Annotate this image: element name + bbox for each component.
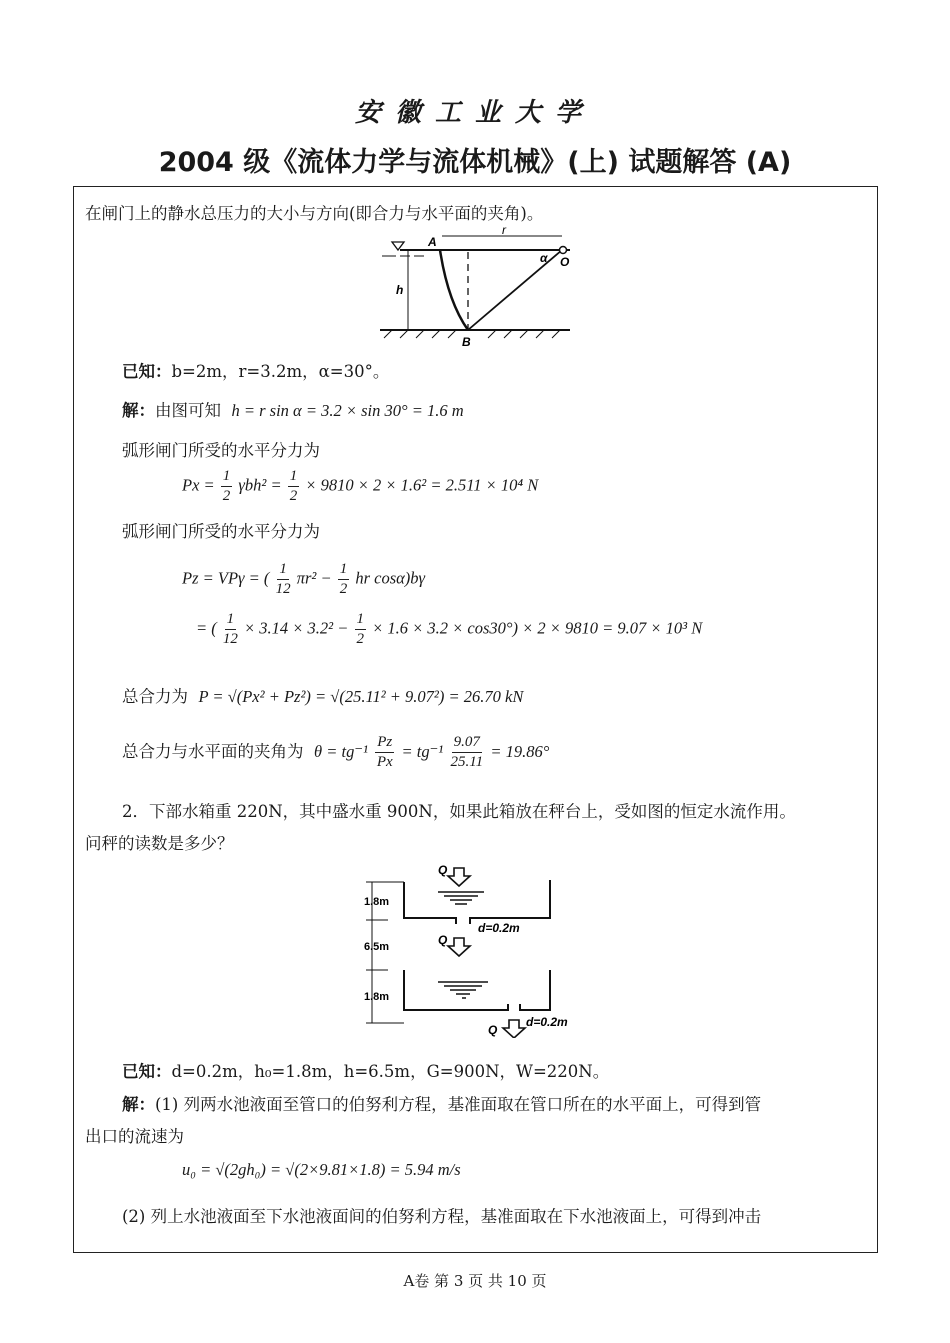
solution-2-line3: (2) 列上水池液面至下水池液面间的伯努利方程，基准面取在下水池液面上，可得到冲击 (122, 1207, 762, 1226)
radius-line (468, 250, 562, 330)
fig2-label: d=0.2m (478, 921, 520, 935)
solution-2-line2: 出口的流速为 (85, 1127, 184, 1146)
page-title: 2004 级《流体力学与流体机械》(上) 试题解答 (A) (158, 147, 792, 178)
pz-heading: 弧形闸门所受的水平分力为 (122, 522, 320, 541)
free-surface-symbol (392, 242, 404, 250)
university-name: 安徽工业大学 (354, 98, 595, 128)
pz-equation: Pz = VPγ = ( $\frac{1}{12}$ πr² − $\frac{1}{2}$ hr cosα)bγ (182, 561, 426, 597)
total-force: 总合力为 P = √(Px² + Pz²) = √(25.11² + 9.07²) = 26.70 kN (122, 687, 524, 706)
fig1-label: B (462, 335, 471, 349)
ground-hatch (384, 330, 560, 338)
fig2-label: d=0.2m (526, 1015, 568, 1029)
pivot-point (560, 247, 567, 254)
solution-2-line1: 解：(1) 列两水池液面至管口的伯努利方程，基准面取在管口所在的水平面上，可得到管 (122, 1095, 762, 1114)
flow-arrow (448, 868, 470, 886)
px-equation: Px = $\frac{1}{2}$ γbh² = $\frac{1}{2}$ × 9810 × 2 × 1.6² = 2.511 × 10⁴ N (182, 468, 539, 504)
lower-tank (404, 970, 550, 1010)
fig2-label: 1.8m (364, 991, 390, 1003)
page-footer: A卷 第 3 页 共 10 页 (403, 1272, 547, 1290)
flow-arrow (503, 1020, 525, 1038)
tanks-figure (360, 858, 600, 1038)
fig1-label: α (540, 251, 548, 265)
known-1: 已知：b=2m，r=3.2m，α=30°。 (122, 362, 390, 381)
fig1-label: O (560, 255, 570, 269)
fig2-label: Q (488, 1023, 498, 1037)
known-2: 已知：d=0.2m，h₀=1.8m，h=6.5m，G=900N，W=220N。 (122, 1062, 610, 1081)
lower-water-lines (438, 982, 488, 998)
solution-1: 解：由图可知 h = r sin α = 3.2 × sin 30° = 1.6 m (122, 401, 464, 420)
pz-equation-2: = ( $\frac{1}{12}$ × 3.14 × 3.2² − $\frac{1}{2}$ × 1.6 × 3.2 × cos30°) × 2 × 9810 = 9.07 × 10³ N (196, 611, 703, 647)
question-2-line1: 2．下部水箱重 220N，其中盛水重 900N，如果此箱放在秤台上，受如图的恒定水流作用。 (122, 802, 796, 821)
arc-gate (440, 250, 468, 330)
u0-equation: u₀ = √(2gh₀) = √(2×9.81×1.8) = 5.94 m/s (182, 1160, 461, 1179)
fig2-label: 6.5m (364, 941, 390, 953)
question-2-line2: 问秤的读数是多少？ (85, 834, 234, 853)
flow-arrow (448, 938, 470, 956)
px-heading: 弧形闸门所受的水平分力为 (122, 441, 320, 460)
fig2-label: Q (438, 863, 448, 877)
fig1-label: A (428, 235, 437, 249)
force-angle: 总合力与水平面的夹角为 θ = tg⁻¹ $\frac{Pz}{Px}$ = tg⁻¹ $\frac{9.07}{25.11}$ = 19.86° (122, 734, 550, 770)
gate-figure (370, 222, 585, 350)
upper-water-lines (438, 892, 484, 904)
fig2-label: 1.8m (364, 896, 390, 908)
fig1-label: r (502, 223, 506, 237)
upper-tank (404, 880, 550, 924)
fig1-label: h (396, 283, 404, 297)
fig2-label: Q (438, 933, 448, 947)
intro-line: 在闸门上的静水总压力的大小与方向(即合力与水平面的夹角)。 (85, 204, 544, 223)
